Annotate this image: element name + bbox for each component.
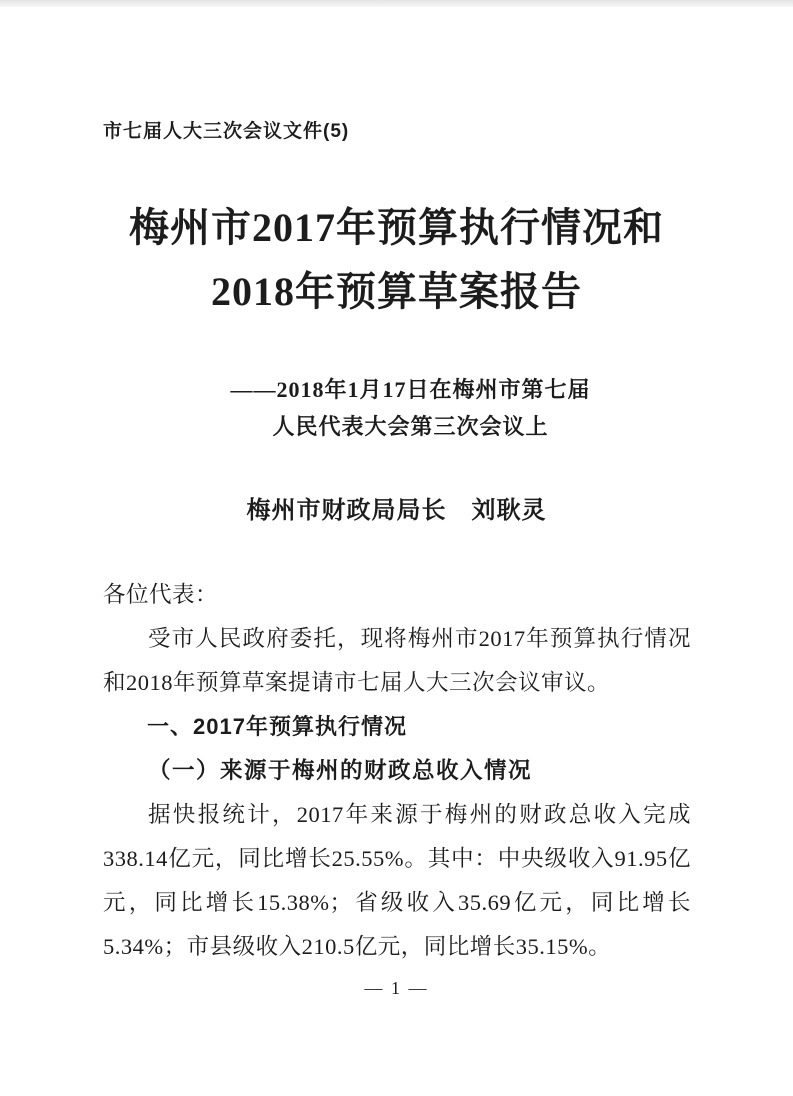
report-title-line-1: 梅州市2017年预算执行情况和	[129, 205, 664, 250]
scan-edge-shading	[0, 0, 793, 7]
subtitle-line-1: ——2018年1月17日在梅州市第七届	[230, 377, 591, 402]
stats-paragraph: 据快报统计，2017年来源于梅州的财政总收入完成338.14亿元，同比增长25.55%。其中：中央级收入91.95亿元，同比增长15.38%；省级收入35.69亿元，同比增长5.34%；市县级收入210.5亿元，同比增长35.15%。	[103, 802, 691, 959]
salutation: 各位代表：	[103, 582, 219, 607]
presenter-line: 梅州市财政局局长 刘耿灵	[246, 498, 547, 524]
intro-paragraph: 受市人民政府委托，现将梅州市2017年预算执行情况和2018年预算草案提请市七届人大三次会议审议。	[103, 626, 691, 695]
subtitle-line-2: 人民代表大会第三次会议上	[272, 414, 549, 439]
report-title-line-2: 2018年预算草案报告	[211, 269, 582, 314]
section-heading: 一、2017年预算执行情况	[147, 714, 407, 739]
report-body	[103, 573, 691, 969]
report-title	[0, 196, 793, 324]
subsection-heading: （一）来源于梅州的财政总收入情况	[148, 758, 533, 783]
doc-number: 市七届人大三次会议文件(5)	[103, 121, 350, 142]
report-subtitle	[28, 371, 793, 445]
page-number: — 1 —	[364, 978, 429, 998]
